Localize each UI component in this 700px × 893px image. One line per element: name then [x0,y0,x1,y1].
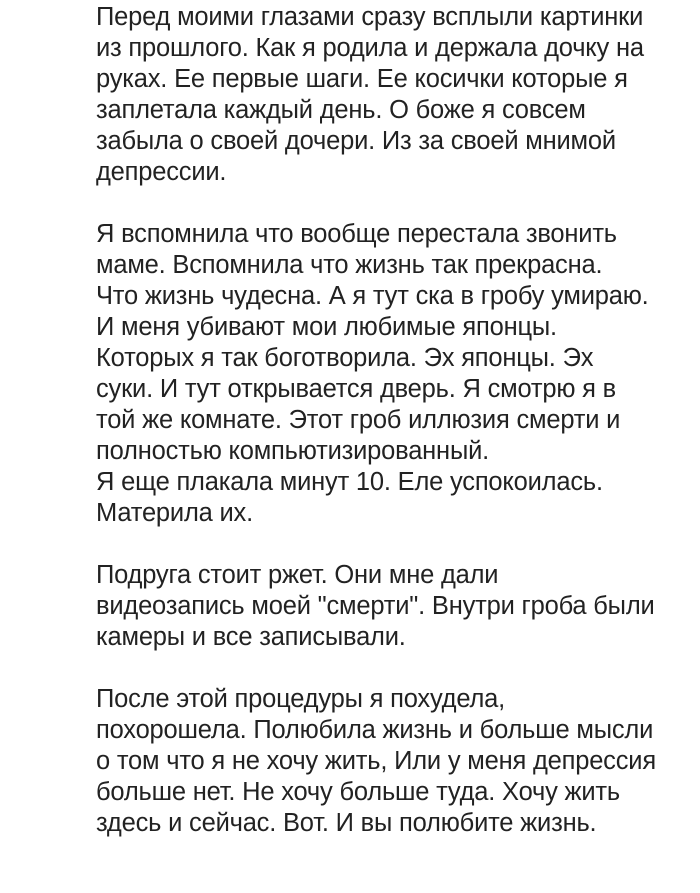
text-line: Перед моими глазами сразу всплыли картинки [96,3,644,31]
paragraph-gap [96,653,696,684]
story-text [96,2,696,839]
text-line: депрессии. [96,158,227,186]
text-line: из прошлого. Как я родила и держала дочку на [96,34,644,62]
paragraph [96,684,696,839]
text-line: И меня убивают мои любимые японцы. [96,313,557,341]
text-line: суки. И тут открывается дверь. Я смотрю я в [96,375,617,403]
text-line: Которых я так боготворила. Эх японцы. Эх [96,344,594,372]
text-line: похорошела. Полюбила жизнь и больше мысли [96,716,654,744]
text-line: Что жизнь чудесна. А я тут ска в гробу умираю. [96,282,649,310]
text-line: видеозапись моей "смерти". Внутри гроба были [96,592,655,620]
text-line: больше нет. Не хочу больше туда. Хочу жить [96,778,620,806]
paragraph [96,2,696,188]
paragraph [96,560,696,653]
paragraph-gap [96,188,696,219]
text-line: забыла о своей дочери. Из за своей мнимой [96,127,616,155]
text-line: Подруга стоит ржет. Они мне дали [96,561,499,589]
text-line: После этой процедуры я похудела, [96,685,506,713]
text-line: той же комнате. Этот гроб иллюзия смерти и [96,406,621,434]
text-line: Я еще плакала минут 10. Еле успокоилась. [96,468,603,496]
paragraph-gap [96,529,696,560]
paragraph [96,219,696,529]
text-line: о том что я не хочу жить, Или у меня депрессия [96,747,656,775]
text-line: полностью компьютизированный. [96,437,489,465]
text-line: руках. Ее первые шаги. Ее косички которые я [96,65,628,93]
text-line: Материла их. [96,499,253,527]
text-line: маме. Вспомнила что жизнь так прекрасна. [96,251,603,279]
text-line: заплетала каждый день. О боже я совсем [96,96,586,124]
text-line: Я вспомнила что вообще перестала звонить [96,220,617,248]
text-line: здесь и сейчас. Вот. И вы полюбите жизнь. [96,809,597,837]
text-line: камеры и все записывали. [96,623,406,651]
